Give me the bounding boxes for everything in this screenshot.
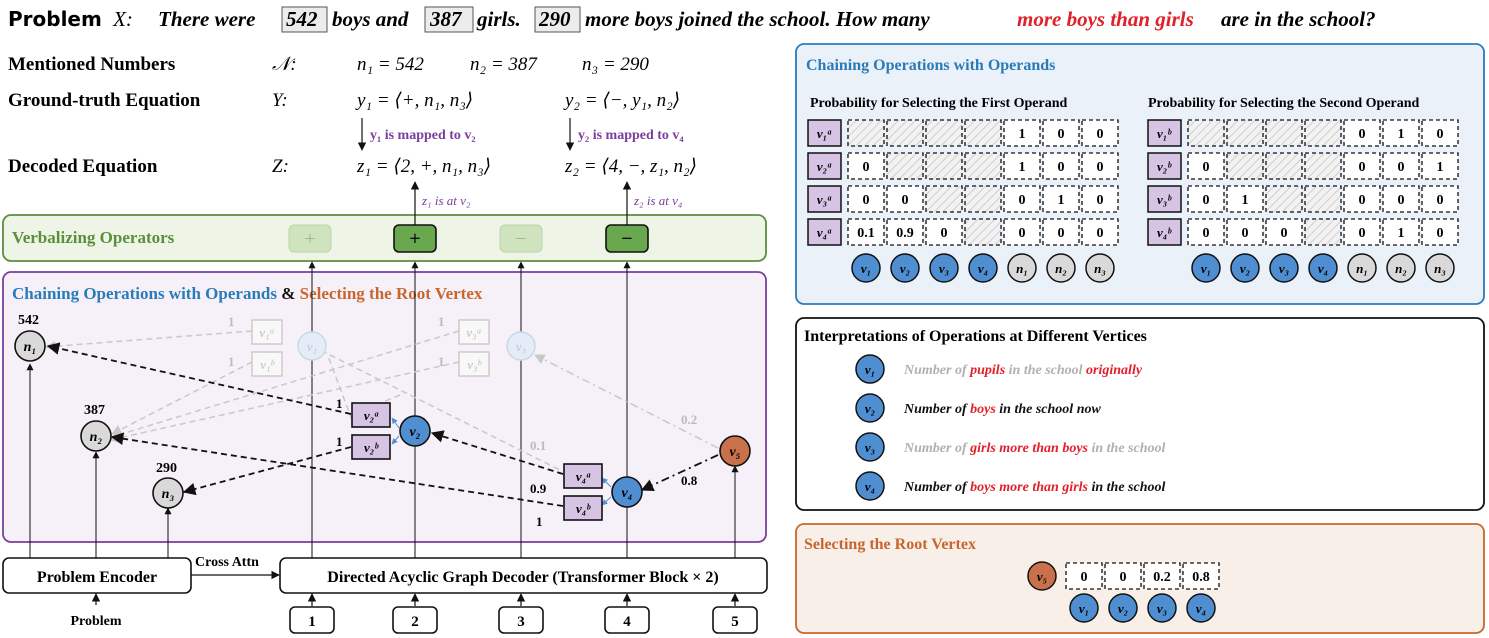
second-cell — [1266, 186, 1302, 212]
svg-text:5: 5 — [731, 614, 739, 630]
second-row-label-text-2: v₂ᵇ — [1156, 159, 1172, 174]
second-cell-value: 1 — [1241, 193, 1249, 208]
interp-text-1: Number of pupils in the school originally — [904, 363, 1143, 378]
weight-v4a: 0.9 — [530, 481, 547, 496]
problem-highlight: more boys than girls — [1017, 7, 1194, 31]
second-cell-value: 0 — [1358, 226, 1366, 241]
weight-v4b: 1 — [536, 514, 543, 529]
z1-location: z₁ is at v₂ — [422, 193, 471, 208]
second-row-label-text-3: v₃ᵇ — [1156, 192, 1172, 207]
first-cell — [965, 186, 1001, 212]
step-inputs — [290, 594, 757, 633]
number-label-387: 387 — [84, 403, 105, 418]
number-label-290: 290 — [156, 461, 177, 476]
first-cell — [848, 120, 884, 146]
box-v1a-label: v₁ᵃ — [259, 325, 275, 340]
second-cell — [1227, 120, 1263, 146]
first-cell-value: 0 — [1018, 193, 1026, 208]
root-vertex-title: Selecting the Root Vertex — [804, 536, 976, 553]
box-v4a-label: v₄ᵃ — [575, 469, 591, 484]
first-cell-value: 0 — [1096, 160, 1104, 175]
second-cell-value: 1 — [1436, 160, 1444, 175]
first-column-node-6-label: n₂ — [1055, 261, 1067, 276]
first-row-label-text-4: v₄ᵃ — [816, 225, 832, 240]
decoded-symbol: Z: — [272, 156, 289, 177]
second-cell-value: 1 — [1397, 127, 1405, 142]
decoded-label: Decoded Equation — [8, 156, 158, 177]
first-cell — [887, 120, 923, 146]
second-cell — [1266, 120, 1302, 146]
first-cell-value: 1 — [1018, 160, 1026, 175]
weight-v4-to-n1: 0.1 — [530, 438, 547, 453]
problem-text-5: are in the school? — [1221, 7, 1376, 31]
weight-v3a: 1 — [438, 314, 445, 329]
second-cell-value: 0 — [1358, 127, 1366, 142]
interp-text-2: Number of boys in the school now — [904, 402, 1101, 417]
second-cell — [1305, 153, 1341, 179]
second-cell — [1227, 153, 1263, 179]
first-cell — [926, 186, 962, 212]
first-cell — [926, 153, 962, 179]
ground-truth-label: Ground-truth Equation — [8, 90, 201, 111]
first-operand-title: Probability for Selecting the First Operand — [810, 96, 1068, 111]
second-row-label-text-4: v₄ᵇ — [1156, 225, 1172, 240]
box-v1b-label: v₁ᵇ — [260, 357, 274, 372]
root-cell-value: 0 — [1119, 570, 1127, 585]
weight-root-v4: 0.8 — [681, 473, 698, 488]
first-cell-value: 0 — [862, 160, 870, 175]
problem-text-4: more boys joined the school. How many — [585, 7, 930, 31]
first-cell — [965, 153, 1001, 179]
interp-text-3: Number of girls more than boys in the school — [904, 441, 1166, 456]
z2-equation: z₂ = ⟨4, −, z₁, n₂⟩ — [565, 156, 698, 177]
root-cell-value: 0.8 — [1192, 570, 1210, 585]
weight-v2b: 1 — [336, 434, 343, 449]
second-cell — [1266, 153, 1302, 179]
second-cell-value: 0 — [1436, 226, 1444, 241]
second-cell — [1188, 120, 1224, 146]
first-cell-value: 0 — [901, 193, 909, 208]
first-cell — [965, 120, 1001, 146]
root-column-node-3-label: v₃ — [1156, 601, 1168, 616]
probability-panel-title: Chaining Operations with Operands — [806, 57, 1056, 74]
box-v3a-label: v₃ᵃ — [466, 325, 482, 340]
node-v5-label: v₅ — [729, 445, 741, 460]
problem-var: X: — [113, 7, 133, 31]
first-column-node-2-label: v₂ — [899, 261, 911, 276]
first-cell-value: 0.9 — [896, 226, 914, 241]
box-v4b-label: v₄ᵇ — [575, 501, 591, 516]
problem-statement — [8, 7, 133, 31]
op-minus-label: − — [621, 228, 633, 250]
box-v2b-label: v₂ᵇ — [363, 440, 379, 455]
map-label-2: y₂ is mapped to v₄ — [578, 128, 684, 143]
first-row-label-text-2: v₂ᵃ — [816, 159, 832, 174]
first-column-node-7-label: n₃ — [1094, 261, 1106, 276]
op-plus-label: + — [409, 228, 421, 250]
root-column-node-1-label: v₁ — [1078, 601, 1090, 616]
node-n2-label: n₂ — [89, 430, 103, 445]
first-cell-value: 0 — [1096, 193, 1104, 208]
root-node-v5-label: v₅ — [1036, 569, 1048, 584]
node-v3-label: v₃ — [515, 339, 527, 354]
number-1: 542 — [286, 7, 318, 31]
first-cell-value: 1 — [1018, 127, 1026, 142]
first-cell — [887, 153, 923, 179]
first-cell-value: 1 — [1057, 193, 1065, 208]
node-v1-label: v₁ — [306, 339, 318, 354]
second-cell-value: 0 — [1358, 160, 1366, 175]
interp-node-4-label: v₄ — [864, 479, 876, 494]
first-cell-value: 0 — [1057, 226, 1065, 241]
interp-text-4: Number of boys more than girls in the school — [904, 480, 1166, 495]
second-column-node-5-label: n₁ — [1356, 261, 1368, 276]
second-column-node-3-label: v₃ — [1278, 261, 1290, 276]
svg-text:2: 2 — [411, 614, 419, 630]
mentioned-numbers-symbol: 𝒩: — [272, 54, 297, 75]
svg-text:4: 4 — [623, 614, 631, 630]
box-v2a-label: v₂ᵃ — [363, 408, 379, 423]
second-column-node-7-label: n₃ — [1434, 261, 1446, 276]
second-cell — [1305, 186, 1341, 212]
interpretation-title: Interpretations of Operations at Different Vertices — [804, 328, 1147, 345]
y1-equation: y₁ = ⟨+, n₁, n₃⟩ — [357, 90, 474, 111]
first-cell-value: 0 — [1096, 226, 1104, 241]
problem-input-label: Problem — [70, 614, 122, 629]
first-row-label-text-1: v₁ᵃ — [816, 126, 832, 141]
weight-v3b: 1 — [438, 354, 445, 369]
first-row-label-text-3: v₃ᵃ — [816, 192, 832, 207]
n2-value: n₂ = 387 — [470, 54, 537, 75]
second-cell-value: 0 — [1397, 193, 1405, 208]
first-cell-value: 0 — [1096, 127, 1104, 142]
cross-attn-label: Cross Attn — [195, 555, 259, 570]
mentioned-numbers-label: Mentioned Numbers — [8, 54, 176, 75]
problem-text-2: boys and — [332, 7, 409, 31]
root-cell-value: 0.2 — [1153, 570, 1171, 585]
second-operand-title: Probability for Selecting the Second Operand — [1148, 96, 1420, 111]
weight-v1b: 1 — [228, 354, 235, 369]
interp-node-2-label: v₂ — [864, 401, 876, 416]
problem-text: There were — [158, 7, 256, 31]
second-cell-value: 0 — [1436, 193, 1444, 208]
second-column-node-4-label: v₄ — [1317, 261, 1329, 276]
first-cell-value: 0 — [1018, 226, 1026, 241]
op-plus-faded-label: + — [304, 228, 316, 250]
first-column-node-1-label: v₁ — [860, 261, 872, 276]
node-v4-label: v₄ — [621, 486, 633, 501]
problem-encoder-label: Problem Encoder — [36, 569, 158, 586]
box-v3b-label: v₃ᵇ — [467, 357, 481, 372]
second-cell-value: 0 — [1202, 193, 1210, 208]
z1-equation: z₁ = ⟨2, +, n₁, n₃⟩ — [357, 156, 492, 177]
chaining-root-title: Chaining Operations with Operands & Selecting the Root Vertex — [12, 284, 483, 303]
second-cell — [1305, 120, 1341, 146]
first-cell-value: 0 — [862, 193, 870, 208]
second-cell-value: 0 — [1358, 193, 1366, 208]
node-n3-label: n₃ — [161, 487, 175, 502]
n3-value: n₃ = 290 — [582, 54, 649, 75]
node-n1-label: n₁ — [23, 340, 37, 355]
number-label-542: 542 — [18, 313, 39, 328]
svg-text:3: 3 — [517, 614, 525, 630]
second-column-node-2-label: v₂ — [1239, 261, 1251, 276]
op-minus-faded-label: − — [515, 228, 527, 250]
y2-equation: y₂ = ⟨−, y₁, n₂⟩ — [565, 90, 681, 111]
n1-value: n₁ = 542 — [357, 54, 424, 75]
second-column-node-6-label: n₂ — [1395, 261, 1407, 276]
second-cell-value: 0 — [1202, 160, 1210, 175]
interp-node-1-label: v₁ — [864, 362, 876, 377]
problem-text-3: girls. — [477, 7, 521, 31]
number-2: 387 — [430, 7, 462, 31]
root-column-node-2-label: v₂ — [1117, 601, 1129, 616]
second-column-node-1-label: v₁ — [1200, 261, 1212, 276]
first-cell-value: 0 — [1057, 160, 1065, 175]
verbalizing-title: Verbalizing Operators — [12, 228, 175, 247]
second-cell-value: 0 — [1397, 160, 1405, 175]
second-cell-value: 0 — [1280, 226, 1288, 241]
ground-truth-symbol: Y: — [272, 90, 288, 111]
first-cell-value: 0 — [1057, 127, 1065, 142]
z2-location: z₂ is at v₄ — [634, 193, 683, 208]
dag-decoder-label: Directed Acyclic Graph Decoder (Transformer Block × 2) — [327, 569, 719, 586]
root-column-node-4-label: v₄ — [1195, 601, 1207, 616]
second-cell-value: 0 — [1241, 226, 1249, 241]
first-cell — [926, 120, 962, 146]
number-3: 290 — [539, 7, 571, 31]
first-cell-value: 0.1 — [857, 226, 875, 241]
second-cell-value: 0 — [1202, 226, 1210, 241]
first-column-node-4-label: v₄ — [977, 261, 989, 276]
interp-node-3-label: v₃ — [864, 440, 876, 455]
node-v2-label: v₂ — [409, 425, 421, 440]
weight-v1a: 1 — [228, 314, 235, 329]
first-column-node-3-label: v₃ — [938, 261, 950, 276]
problem-label: Problem — [8, 7, 102, 31]
first-cell — [965, 219, 1001, 245]
second-cell-value: 0 — [1436, 127, 1444, 142]
first-column-node-5-label: n₁ — [1016, 261, 1028, 276]
first-cell-value: 0 — [940, 226, 948, 241]
root-cell-value: 0 — [1080, 570, 1088, 585]
svg-text:1: 1 — [308, 614, 316, 630]
weight-root-v3: 0.2 — [681, 412, 698, 427]
second-row-label-text-1: v₁ᵇ — [1156, 126, 1172, 141]
map-label-1: y₁ is mapped to v₂ — [370, 128, 476, 143]
second-cell — [1305, 219, 1341, 245]
second-cell-value: 1 — [1397, 226, 1405, 241]
weight-v2a: 1 — [336, 396, 343, 411]
